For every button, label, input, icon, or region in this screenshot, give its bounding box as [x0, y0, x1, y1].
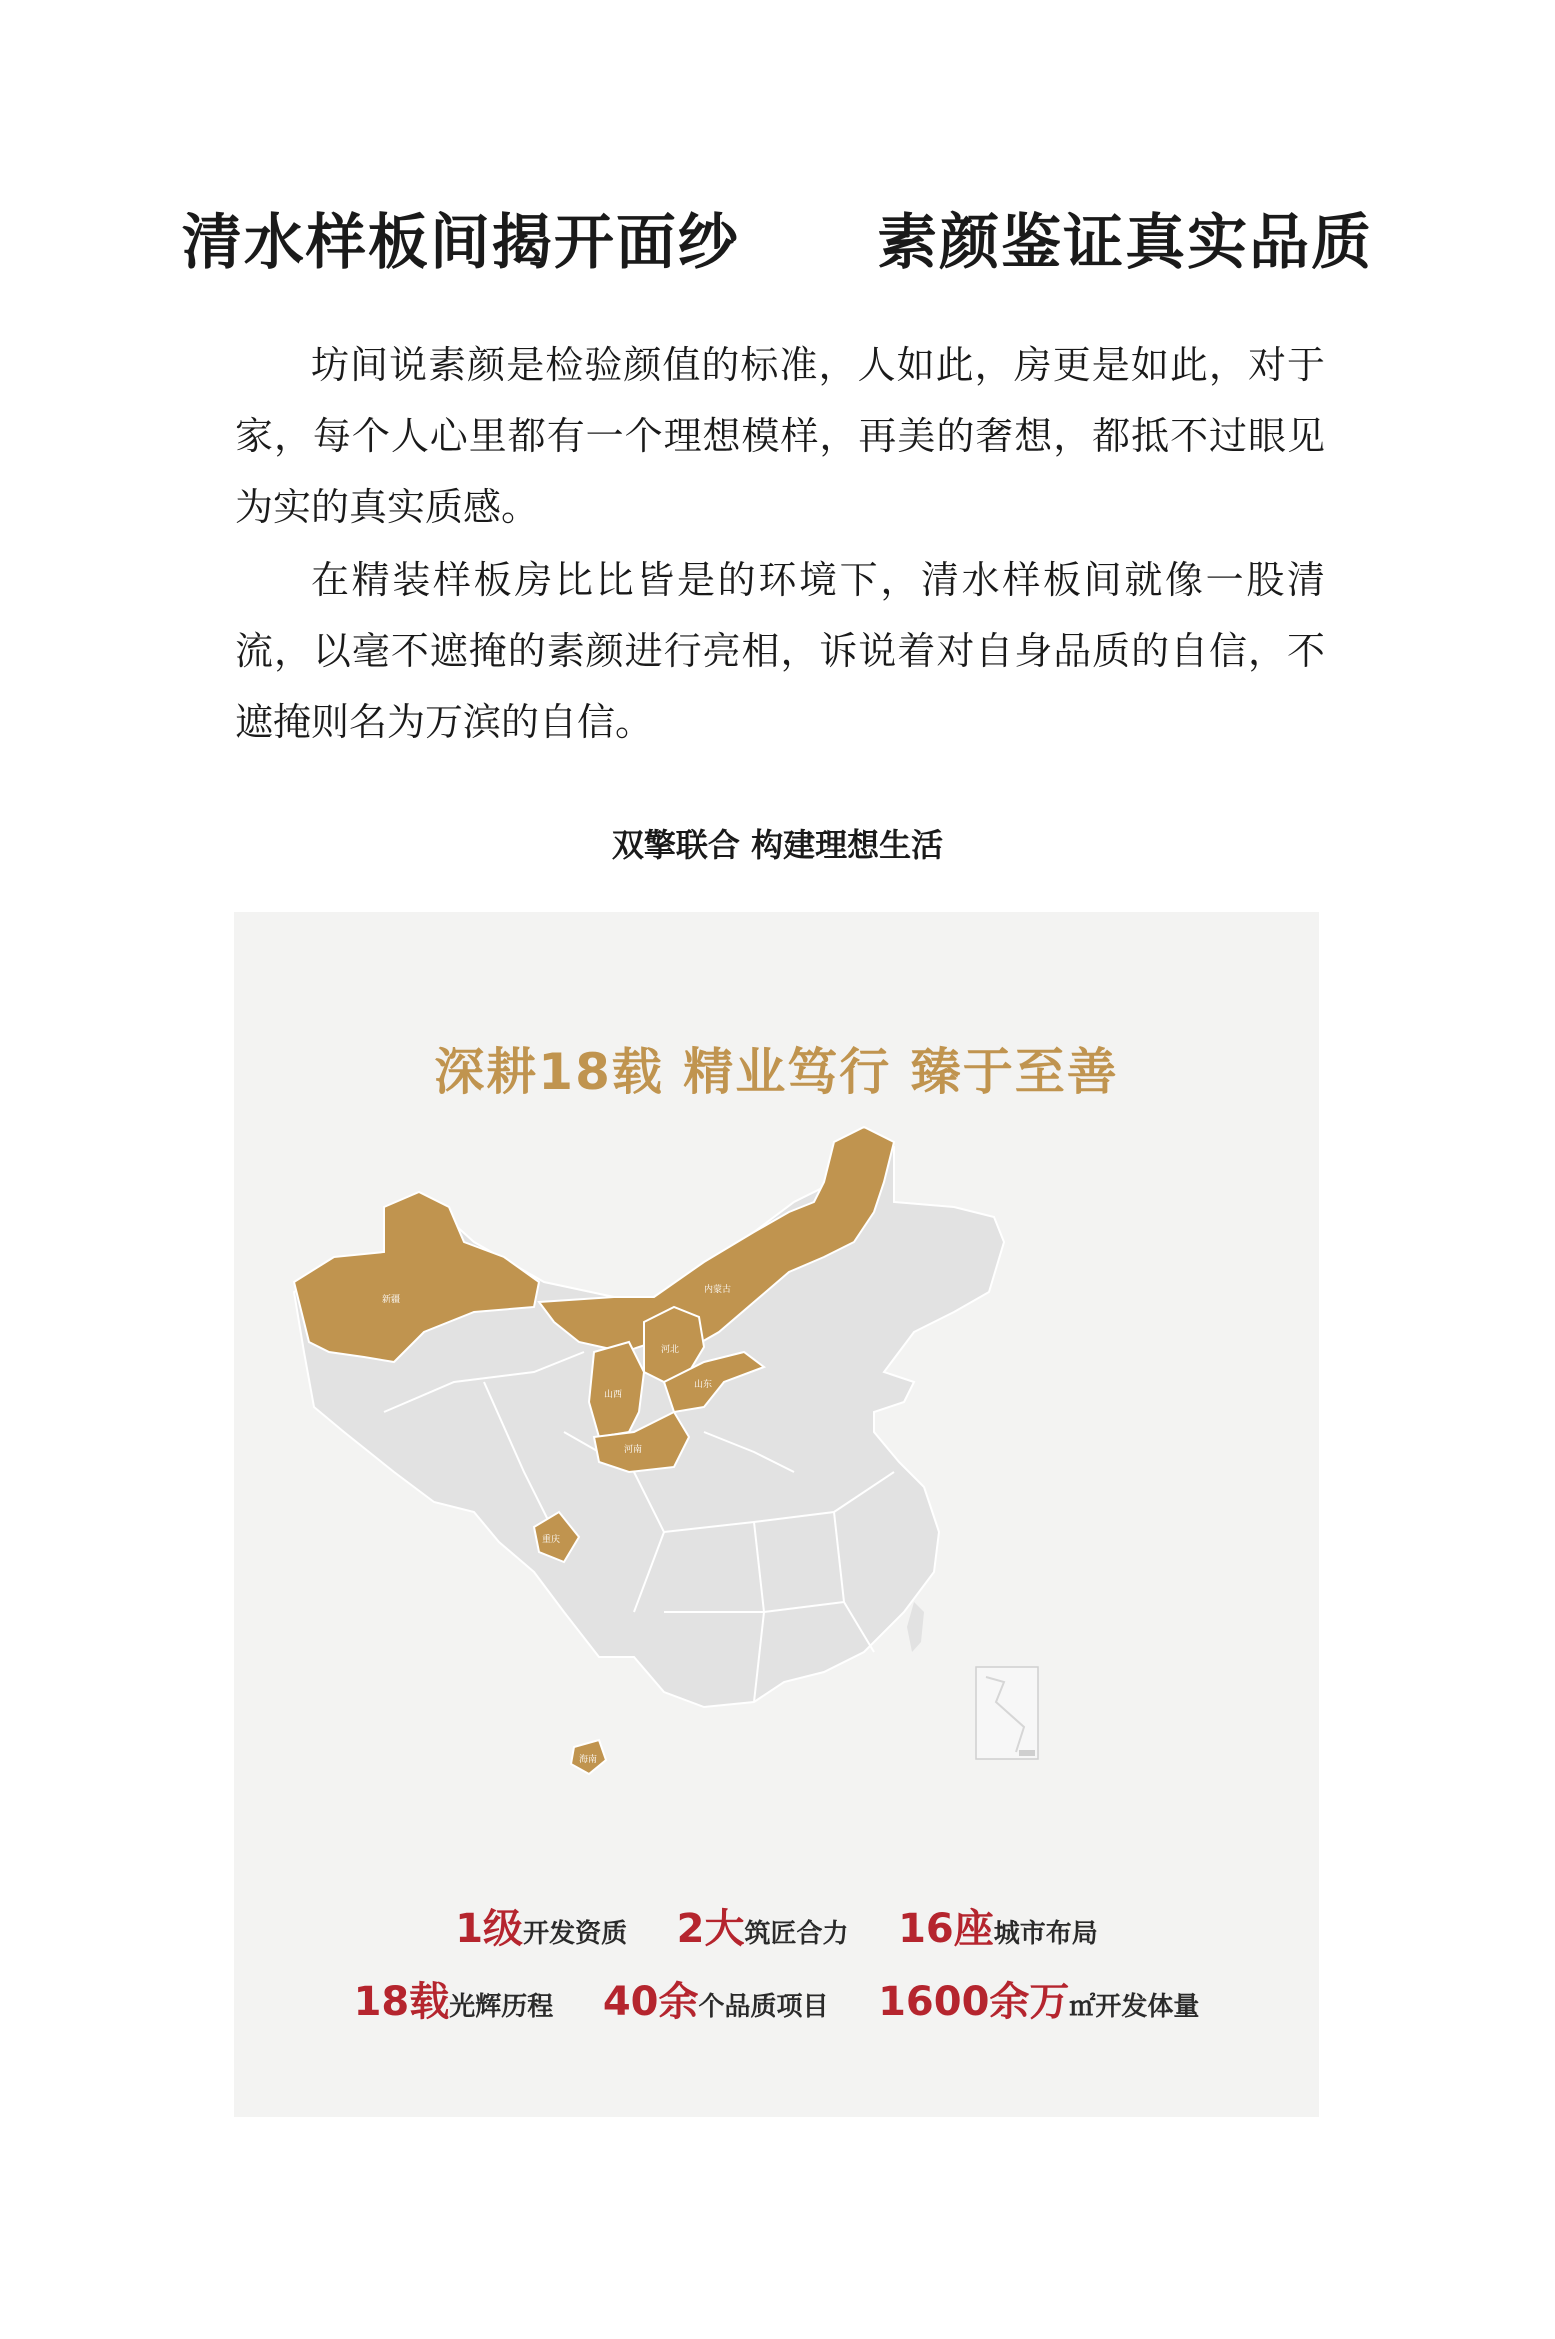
stat-item: 18载光辉历程 [353, 1979, 554, 2025]
poster-slogan: 深耕18载 精业笃行 臻于至善 [434, 1043, 1119, 1101]
south-sea-inset [976, 1667, 1038, 1759]
achievement-poster [234, 912, 1319, 2117]
stat-item: 1600余万㎡开发体量 [878, 1979, 1200, 2025]
stats-row-2 [234, 1970, 1319, 2027]
map-label: 河北 [661, 1345, 680, 1355]
article-title: 清水样板间揭开面纱 素颜鉴证真实品质 [181, 208, 1374, 278]
stat-item: 2大筑匠合力 [676, 1906, 849, 1952]
stat-item: 40余个品质项目 [602, 1979, 829, 2025]
stat-item: 16座城市布局 [898, 1906, 1098, 1952]
section-subheading: 双擎联合 构建理想生活 [611, 826, 944, 864]
map-label: 海南 [579, 1755, 598, 1765]
stats-row-1 [234, 1897, 1319, 1954]
map-label: 内蒙古 [704, 1285, 732, 1295]
map-label: 河南 [624, 1445, 643, 1455]
map-label: 山东 [694, 1380, 713, 1390]
stat-item: 1级开发资质 [455, 1906, 628, 1952]
paragraph-2: 在精装样板房比比皆是的环境下，清水样板间就像一股清流，以毫不遮掩的素颜进行亮相，诉说着对自身品质的自信，不遮掩则名为万滨的自信。 [235, 558, 1325, 744]
map-label: 山西 [604, 1390, 623, 1400]
map-label: 重庆 [542, 1535, 561, 1545]
paragraph-1: 坊间说素颜是检验颜值的标准，人如此，房更是如此，对于家，每个人心里都有一个理想模样，再美的奢想，都抵不过眼见为实的真实质感。 [235, 343, 1325, 529]
map-taiwan [907, 1602, 924, 1652]
map-label: 新疆 [382, 1295, 401, 1305]
